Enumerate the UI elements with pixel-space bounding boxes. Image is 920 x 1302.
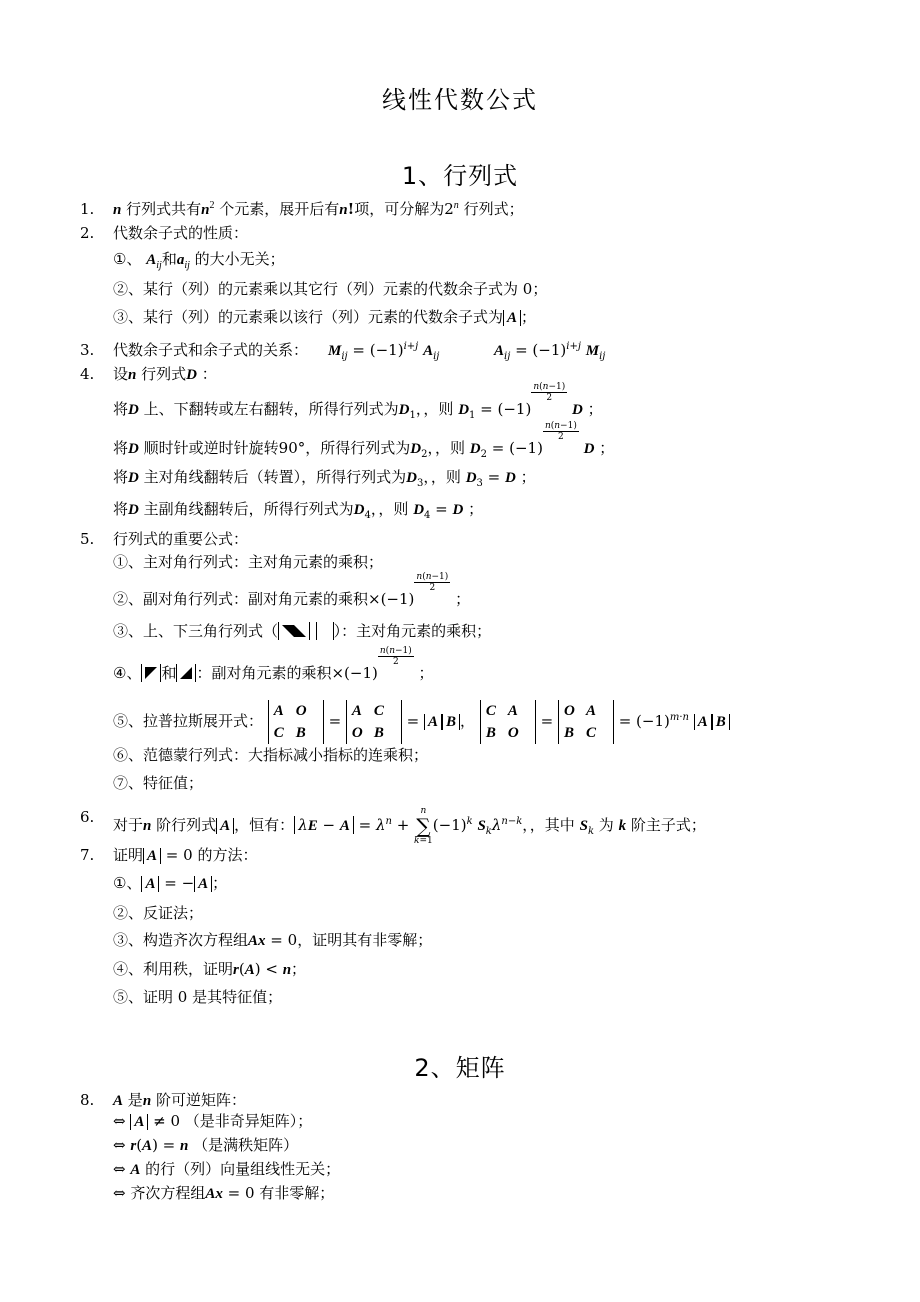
item-5-sub-5: ⑤、拉普拉斯展开式： A O C B = A C O B = A B ， C A B O = O A B C = $(-1)^{m\cdot n}$ A B xyxy=(113,700,730,744)
item-7-sub-3: ③、构造齐次方程组Ax = 0，证明其有非零解； xyxy=(113,931,433,949)
lower-triangle-icon xyxy=(294,625,306,637)
item-2-sub-1: ①、 $A_{ij}$和$a_{ij}$ 的大小无关； xyxy=(113,250,285,271)
formula-cofactor: $A_{ij} = (-1)^{i+j}$ $M_{ij}$ xyxy=(494,341,606,362)
item-4-sub-3: 将D 主对角线翻转后（转置），所得行列式为$D_3$，，则 $D_3 = D$ ； xyxy=(113,468,536,489)
anti-upper-triangle-icon xyxy=(145,667,157,679)
document-page: 线性代数公式 1、行列式 1. n 行列式共有$n^2$ 个元素，展开后有n!项，可分解为2$^n$ 行列式； 2. 代数余子式的性质： ①、 $A_{ij}$和$a_{ij}$ 的大小无关； ②、某行（列）的元素乘以其它行（列）元素的代数余子式为 0； ③、某行（列）的元素乘以该行（列）元素的代数余子式为 A ； 3. 代数余子式和余子式的关系： $M_{ij} = (-1)^{i+j}$ $A_{ij}$ $A_{ij} = (-1)^{i+j}$ $M_{ij}$ 4. 设n 行列式D ： 将D 上、下翻转或左右翻转，所得行列式为$D_1$，，则 $D_1 = (-1)$ $\frac{n(n-1)}{2}$ D ； 将D 顺时针或逆时针旋转90°，所得行列式为$D_2$，，则 $D_2 = (-1)$ $\frac{n(n-1)}{2}$ D ； 将D 主对角线翻转后（转置），所得行列式为$D_3$，，则 $D_3 = D$ ； 将D 主副角线翻转后，所得行列式为$D_4$，，则 $D_4 = D$ ； 5. 行列式的重要公式： ①、主对角行列式：主对角元素的乘积； ②、副对角行列式：副对角元素的乘积×(−1) $\frac{n(n-1)}{2}$ ； ③、上、下三角行列式（ ）：主对角元素的乘积； ④、 和 ：副对角元素的乘积×(−1) $\frac{n(n-1)}{2}$ ； ⑤、拉普拉斯展开式： A O C B = A C O B = A B ， C A B O = O A B C = $(-1)^{m\cdot n}$ A B ⑥、范德蒙行列式：大指标减小指标的连乘积； ⑦、特征值； 6. 对于n 阶行列式 A ，恒有： $\lambda E - A = \lambda^n + n$ ∑ $k=1(-1)^k$ $S_k\lambda^{n-k}$，，其中 $S_k$ 为 k 阶主子式； 7. 证明 A = 0 的方法： ①、 A = − A ； ②、反证法； ③、构造齐次方程组Ax = 0，证明其有非零解； ④、利用秩，证明r(A) < n； ⑤、证明 0 是其特征值； 2、矩阵 8. A 是n 阶可逆矩阵： ⇔ A ≠ 0 （是非奇异矩阵）； ⇔ r(A) = n （是满秩矩阵） ⇔ A 的行（列）向量组线性无关； ⇔ 齐次方程组Ax = 0 有非零解； xyxy=(0,0,920,1302)
section-heading-matrix: 2、矩阵 xyxy=(414,1054,506,1082)
laplace-matrix-4: O A B C xyxy=(558,700,614,744)
item-8-sub-4: ⇔ 齐次方程组Ax = 0 有非零解； xyxy=(113,1184,335,1202)
formula-minor: $M_{ij} = (-1)^{i+j}$ $A_{ij}$ xyxy=(328,341,440,362)
item-5-sub-1: ①、主对角行列式：主对角元素的乘积； xyxy=(113,553,384,571)
laplace-matrix-2: A C O B xyxy=(346,700,402,744)
item-5-sub-4: ④、 和 ：副对角元素的乘积×(−1) $\frac{n(n-1)}{2}$ ； xyxy=(113,646,434,682)
item-5-sub-6: ⑥、范德蒙行列式：大指标减小指标的连乘积； xyxy=(113,746,429,764)
item-7-sub-2: ②、反证法； xyxy=(113,904,204,922)
item-4-sub-2: 将D 顺时针或逆时针旋转90°，所得行列式为$D_2$，，则 $D_2 = (-1)$ $\frac{n(n-1)}{2}$ D ； xyxy=(113,421,615,460)
item-7-sub-1: ①、 A = − A ； xyxy=(113,874,228,892)
laplace-matrix-3: C A B O xyxy=(480,700,536,744)
laplace-matrix-1: A O C B xyxy=(268,700,324,744)
upper-triangle-icon xyxy=(282,625,294,637)
section-heading-determinant: 1、行列式 xyxy=(401,162,519,190)
item-8-sub-1: ⇔ A ≠ 0 （是非奇异矩阵）； xyxy=(113,1112,313,1130)
item-5-sub-3: ③、上、下三角行列式（ ）：主对角元素的乘积； xyxy=(113,622,492,640)
item-5-sub-7: ⑦、特征值； xyxy=(113,774,204,792)
item-7-sub-5: ⑤、证明 0 是其特征值； xyxy=(113,988,283,1006)
item-2-sub-2: ②、某行（列）的元素乘以其它行（列）元素的代数余子式为 0； xyxy=(113,280,548,298)
anti-lower-triangle-icon xyxy=(180,667,192,679)
item-5-sub-2: ②、副对角行列式：副对角元素的乘积×(−1) $\frac{n(n-1)}{2}$ ； xyxy=(113,572,471,608)
item-2-sub-3: ③、某行（列）的元素乘以该行（列）元素的代数余子式为 A ； xyxy=(113,308,537,326)
item-8-sub-3: ⇔ A 的行（列）向量组线性无关； xyxy=(113,1160,341,1178)
item-8-sub-2: ⇔ r(A) = n （是满秩矩阵） xyxy=(113,1136,299,1154)
item-number: 1. xyxy=(80,200,95,218)
item-4-sub-1: 将D 上、下翻转或左右翻转，所得行列式为$D_1$，，则 $D_1 = (-1)$ $\frac{n(n-1)}{2}$ D ； xyxy=(113,382,603,421)
item-7-sub-4: ④、利用秩，证明r(A) < n； xyxy=(113,960,307,978)
item-4-sub-4: 将D 主副角线翻转后，所得行列式为$D_4$，，则 $D_4 = D$ ； xyxy=(113,500,484,521)
page-title: 线性代数公式 xyxy=(382,86,538,114)
